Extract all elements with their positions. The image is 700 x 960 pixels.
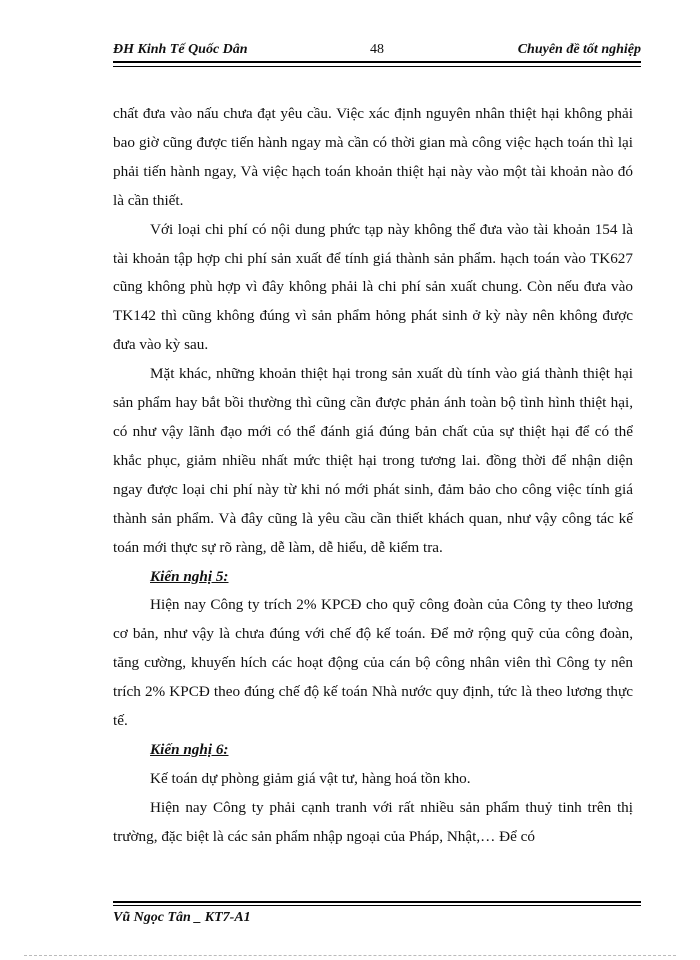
page-header xyxy=(113,38,641,62)
page-body xyxy=(113,100,633,852)
footer-author: Vũ Ngọc Tân _ KT7-A1 xyxy=(113,910,251,925)
header-university: ĐH Kinh Tế Quốc Dân xyxy=(113,42,248,57)
header-document-type: Chuyên đề tốt nghiệp xyxy=(517,42,641,57)
section-heading-5 xyxy=(113,563,633,592)
page-bottom-edge xyxy=(24,955,676,956)
paragraph-4: Hiện nay Công ty trích 2% KPCĐ cho quỹ công đoàn của Công ty theo lương cơ bản, như vậy là chưa đúng với chế độ kế toán. Để mở rộng quỹ của công đoàn, tăng cường, khuyến hích các hoạt động của cán bộ công nhân viên thì Công ty nên trích 2% KPCĐ theo đúng chế độ kế toán Nhà nước quy định, tức là theo lương thực tế. xyxy=(113,596,633,730)
section-heading-6 xyxy=(113,736,633,765)
heading-5-text: Kiến nghị 5: xyxy=(150,567,229,585)
paragraph-6: Hiện nay Công ty phải cạnh tranh với rất nhiều sản phẩm thuỷ tinh trên thị trường, đặc biệt là các sản phẩm nhập ngoại của Pháp, Nhật,… Để có xyxy=(113,798,633,845)
paragraph-3: Mặt khác, những khoản thiệt hại trong sản xuất dù tính vào giá thành thiệt hại sản phẩm hay bắt bồi thường thì cũng cần được phản ánh toàn bộ tình hình thiệt hại, có như vậy lãnh đạo mới có thể đánh giá đúng bản chất của sự thiệt hại để có thể khắc phục, giảm nhiều nhất mức thiệt hại trong tương lai. đồng thời để nhận diện ngay được loại chi phí này từ khi nó mới phát sinh, đảm bảo cho công việc tính giá thành sản phẩm. Và đây cũng là yêu cầu cần thiết khách quan, như vậy công tác kế toán mới thực sự rõ ràng, dễ làm, dễ hiểu, dễ kiểm tra. xyxy=(113,365,633,556)
heading-6-text: Kiến nghị 6: xyxy=(150,740,229,758)
header-divider xyxy=(113,61,641,67)
paragraph-1: chất đưa vào nấu chưa đạt yêu cầu. Việc xác định nguyên nhân thiệt hại không phải bao giờ cũng được tiến hành ngay mà cần có thời gian mà công việc hạch toán thì lại phải tiến hành ngay, Và việc hạch toán khoản thiệt hại này vào một tài khoản nào đó là cần thiết. xyxy=(113,105,633,209)
paragraph-2: Với loại chi phí có nội dung phức tạp này không thể đưa vào tài khoản 154 là tài khoản tập hợp chi phí sản xuất để tính giá thành sản phẩm. hạch toán vào TK627 cũng không phù hợp vì đây không phải là chi phí sản xuất chung. Còn nếu đưa vào TK142 thì cũng không đúng vì sản phẩm hỏng phát sinh ở kỳ này nên không được đưa vào kỳ sau. xyxy=(113,220,633,354)
page-number: 48 xyxy=(370,42,384,57)
paragraph-5: Kế toán dự phòng giảm giá vật tư, hàng hoá tồn kho. xyxy=(150,769,471,787)
footer-divider xyxy=(113,901,641,906)
